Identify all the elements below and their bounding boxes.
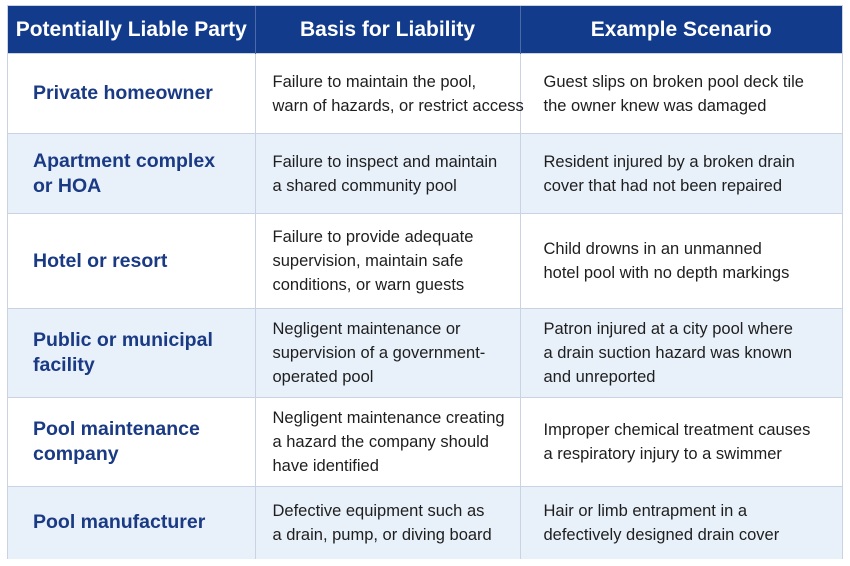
example-line: Hair or limb entrapment in a xyxy=(543,501,748,520)
example-line: Guest slips on broken pool deck tile xyxy=(543,72,804,91)
basis-cell xyxy=(255,134,520,214)
basis-line: conditions, or warn guests xyxy=(272,276,465,294)
basis-cell xyxy=(255,398,520,487)
basis-line: Failure to provide adequate xyxy=(272,228,474,246)
party-line: Hotel or resort xyxy=(33,249,168,272)
party-cell xyxy=(8,134,255,214)
party-line: Private homeowner xyxy=(33,82,213,104)
example-line: a respiratory injury to a swimmer xyxy=(543,445,782,463)
example-cell xyxy=(520,54,842,134)
basis-line: supervision of a government- xyxy=(272,344,486,362)
table-header xyxy=(8,6,842,54)
party-cell xyxy=(8,398,255,487)
party-line: Pool maintenance xyxy=(33,418,200,440)
example-cell xyxy=(520,309,842,398)
party-line: or HOA xyxy=(33,174,102,197)
table-row xyxy=(8,398,842,487)
basis-line: a drain, pump, or diving board xyxy=(272,525,492,544)
party-line: Pool manufacturer xyxy=(33,511,206,534)
header-party: Potentially Liable Party xyxy=(8,6,255,54)
header-row xyxy=(8,6,842,54)
party-cell xyxy=(8,214,255,309)
example-line: Resident injured by a broken drain xyxy=(543,152,795,171)
party-line: Apartment complex xyxy=(33,149,216,172)
basis-line: Negligent maintenance creating xyxy=(272,409,505,427)
party-line: company xyxy=(33,443,119,465)
header-basis: Basis for Liability xyxy=(255,6,520,54)
table-body xyxy=(8,54,842,559)
table-row xyxy=(8,54,842,134)
basis-line: Defective equipment such as xyxy=(272,501,485,520)
party-cell xyxy=(8,54,255,134)
party-cell xyxy=(8,309,255,398)
basis-cell xyxy=(255,54,524,134)
party-line: Public or municipal xyxy=(33,329,213,351)
example-line: hotel pool with no depth markings xyxy=(543,264,790,282)
table-row xyxy=(8,214,842,309)
example-cell xyxy=(520,487,842,559)
basis-cell xyxy=(255,214,520,309)
basis-line: have identified xyxy=(272,457,379,475)
example-line: defectively designed drain cover xyxy=(543,525,780,544)
basis-cell xyxy=(255,309,520,398)
party-line: facility xyxy=(33,354,95,376)
example-cell xyxy=(520,134,842,214)
example-line: cover that had not been repaired xyxy=(543,176,783,195)
liability-table-container xyxy=(7,5,843,559)
basis-line: Failure to maintain the pool, xyxy=(272,72,477,91)
example-line: Child drowns in an unmanned xyxy=(543,240,762,258)
basis-line: a shared community pool xyxy=(272,176,457,195)
party-cell xyxy=(8,487,255,559)
example-line: Patron injured at a city pool where xyxy=(543,320,793,338)
header-example: Example Scenario xyxy=(520,6,842,54)
basis-line: supervision, maintain safe xyxy=(272,252,464,270)
basis-line: Failure to inspect and maintain xyxy=(272,152,498,171)
liability-table xyxy=(8,6,842,559)
example-line: and unreported xyxy=(543,368,656,386)
basis-line: warn of hazards, or restrict access xyxy=(272,96,524,115)
example-line: Improper chemical treatment causes xyxy=(543,421,811,439)
table-row xyxy=(8,134,842,214)
example-cell xyxy=(520,214,842,309)
table-row xyxy=(8,309,842,398)
basis-line: Negligent maintenance or xyxy=(272,320,461,338)
example-line: a drain suction hazard was known xyxy=(543,344,793,362)
example-cell xyxy=(520,398,842,487)
basis-line: operated pool xyxy=(272,368,374,386)
basis-cell xyxy=(255,487,520,559)
example-line: the owner knew was damaged xyxy=(543,96,767,115)
basis-line: a hazard the company should xyxy=(272,433,489,451)
table-row xyxy=(8,487,842,559)
